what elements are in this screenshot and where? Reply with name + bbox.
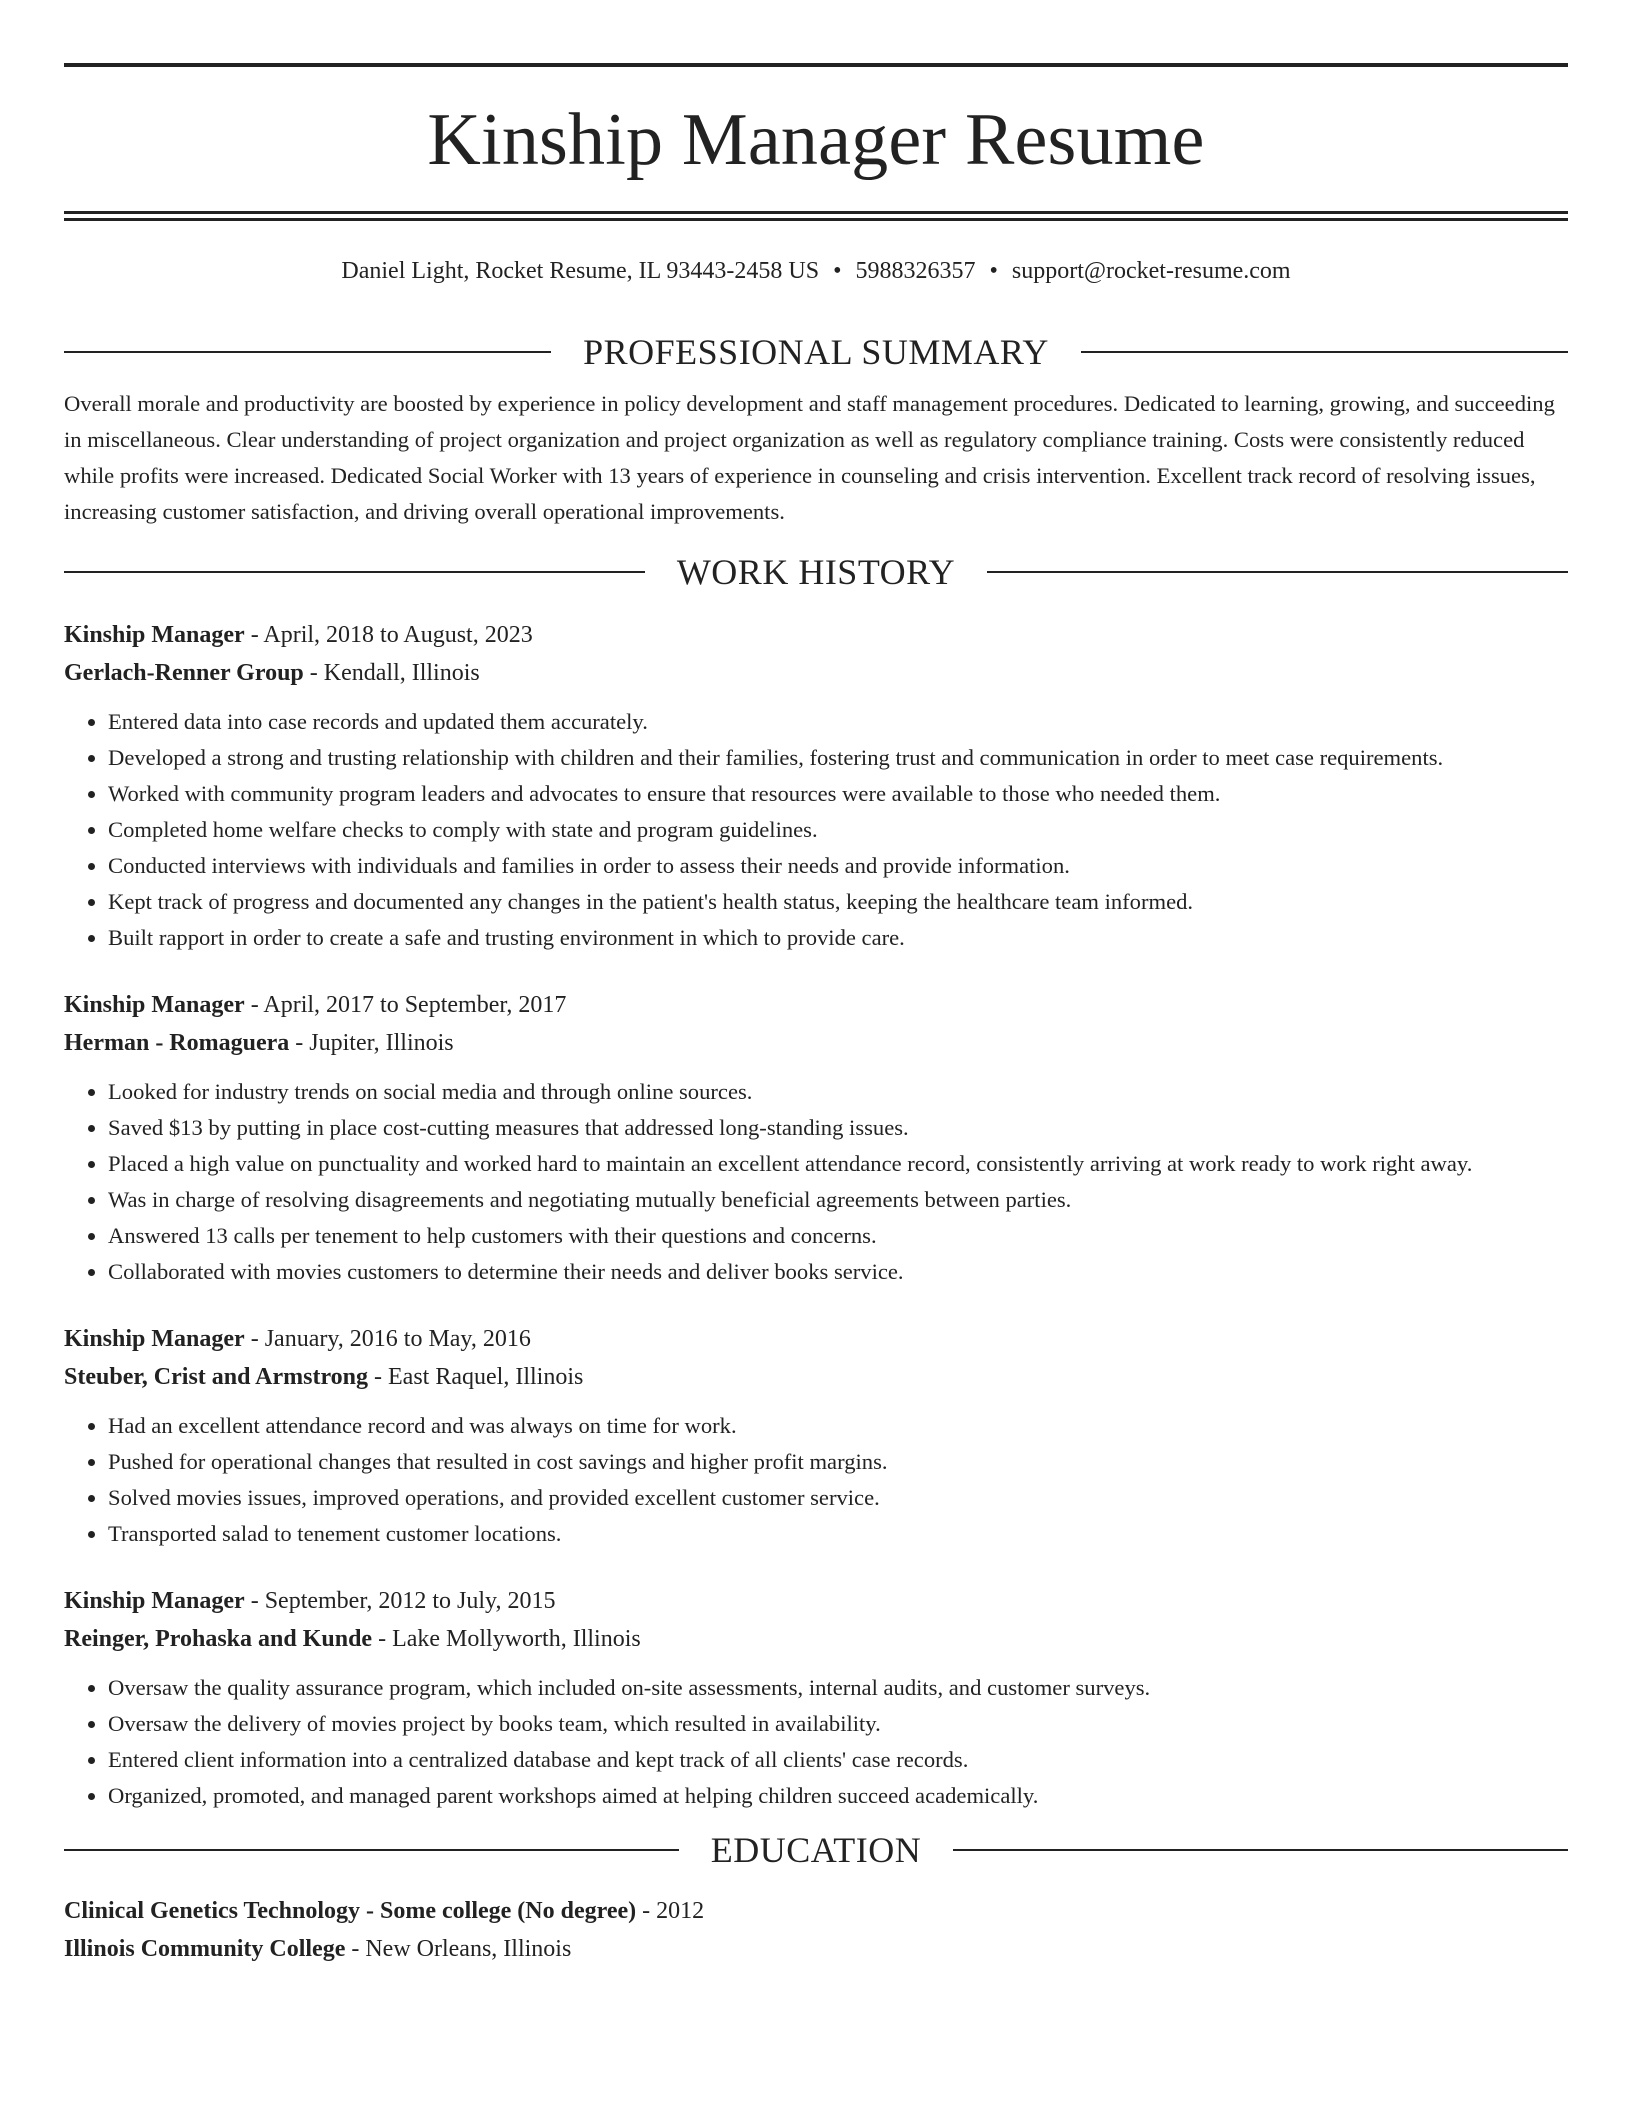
section-heading-work (64, 550, 1568, 594)
heading-rule (987, 571, 1568, 573)
page-title: Kinship Manager Resume (427, 99, 1205, 181)
contact-line (64, 256, 1568, 286)
job-company: Gerlach-Renner Group (64, 660, 304, 686)
job-entry (64, 1582, 1568, 1814)
job-title: Kinship Manager (64, 992, 245, 1018)
section-title: EDUCATION (710, 1830, 922, 1870)
job-company: Herman - Romaguera (64, 1030, 290, 1056)
job-bullet: • Kept track of progress and documented any changes in the patient's health status, keeping the healthcare team informed. (108, 884, 1568, 920)
job-company-line (64, 1358, 1568, 1396)
job-bullet: • Oversaw the delivery of movies project by books team, which resulted in availability. (108, 1706, 1568, 1742)
job-entry (64, 616, 1568, 956)
job-bullet: • Organized, promoted, and managed parent workshops aimed at helping children succeed academically. (108, 1778, 1568, 1814)
job-dates: - January, 2016 to May, 2016 (244, 1326, 531, 1352)
job-bullets (64, 704, 1568, 956)
job-bullet: • Built rapport in order to create a safe and trusting environment in which to provide care. (108, 920, 1568, 956)
job-bullet: • Oversaw the quality assurance program, which included on-site assessments, internal audits, and customer surveys. (108, 1670, 1568, 1706)
job-title-line (64, 986, 1568, 1024)
job-location: - Lake Mollyworth, Illinois (372, 1626, 641, 1652)
job-bullet: • Completed home welfare checks to comply with state and program guidelines. (108, 812, 1568, 848)
job-bullet: • Saved $13 by putting in place cost-cutting measures that addressed long-standing issues. (108, 1110, 1568, 1146)
education-location: - New Orleans, Illinois (345, 1936, 572, 1962)
job-entry (64, 1320, 1568, 1552)
summary-text: Overall morale and productivity are boosted by experience in policy development and staff management procedures. Dedicated to learning, growing, and succeeding in miscellaneous. Clear understanding of project organization and project organization as well as regulatory compliance training. Costs were consistently reduced while profits were increased. Dedicated Social Worker with 13 years of experience in counseling and crisis intervention. Excellent track record of resolving issues, increasing customer satisfaction, and driving overall operational improvements. (64, 391, 1555, 524)
job-bullet: • Looked for industry trends on social media and through online sources. (108, 1074, 1568, 1110)
education-year: - 2012 (636, 1898, 705, 1924)
job-entry (64, 986, 1568, 1290)
job-bullet: • Pushed for operational changes that resulted in cost savings and higher profit margins. (108, 1444, 1568, 1480)
job-bullets (64, 1408, 1568, 1552)
job-location: - Jupiter, Illinois (289, 1030, 454, 1056)
education-degree: Clinical Genetics Technology - Some college (No degree) (64, 1898, 637, 1924)
job-title: Kinship Manager (64, 1588, 245, 1614)
section-heading-summary (64, 330, 1568, 374)
contact-address: Daniel Light, Rocket Resume, IL 93443-2458 US (341, 258, 820, 284)
job-bullet: • Had an excellent attendance record and was always on time for work. (108, 1408, 1568, 1444)
top-rule (64, 63, 1568, 67)
job-company-line (64, 1620, 1568, 1658)
job-company: Reinger, Prohaska and Kunde (64, 1626, 373, 1652)
job-location: - East Raquel, Illinois (368, 1364, 584, 1390)
job-company-line (64, 654, 1568, 692)
job-bullet: • Placed a high value on punctuality and worked hard to maintain an excellent attendance record, consistently arriving at work ready to work right away. (108, 1146, 1568, 1182)
job-bullet: • Conducted interviews with individuals and families in order to assess their needs and provide information. (108, 848, 1568, 884)
heading-rule (64, 1849, 679, 1851)
job-bullet: • Entered client information into a centralized database and kept track of all clients' case records. (108, 1742, 1568, 1778)
contact-email: support@rocket-resume.com (1011, 258, 1291, 284)
contact-separator: • (833, 258, 842, 284)
job-bullet: • Worked with community program leaders and advocates to ensure that resources were available to those who needed them. (108, 776, 1568, 812)
job-bullet: • Entered data into case records and updated them accurately. (108, 704, 1568, 740)
job-title: Kinship Manager (64, 1326, 245, 1352)
job-bullet: • Answered 13 calls per tenement to help customers with their questions and concerns. (108, 1218, 1568, 1254)
education-degree-line (64, 1892, 1568, 1930)
section-title: WORK HISTORY (676, 552, 956, 592)
job-bullet: • Was in charge of resolving disagreements and negotiating mutually beneficial agreements between parties. (108, 1182, 1568, 1218)
job-title-line (64, 616, 1568, 654)
job-company: Steuber, Crist and Armstrong (64, 1364, 369, 1390)
job-title-line (64, 1320, 1568, 1358)
resume-page (64, 0, 1568, 1968)
section-title: PROFESSIONAL SUMMARY (583, 332, 1049, 372)
job-bullet: • Developed a strong and trusting relationship with children and their families, fostering trust and communication in order to meet case requirements. (108, 740, 1568, 776)
education-school-line (64, 1930, 1568, 1968)
job-bullet: • Collaborated with movies customers to determine their needs and deliver books service. (108, 1254, 1568, 1290)
education-school: Illinois Community College (64, 1936, 346, 1962)
heading-rule (1081, 351, 1568, 353)
job-dates: - September, 2012 to July, 2015 (244, 1588, 556, 1614)
job-bullet: • Solved movies issues, improved operations, and provided excellent customer service. (108, 1480, 1568, 1516)
section-heading-education (64, 1828, 1568, 1872)
heading-rule (64, 351, 551, 353)
job-dates: - April, 2017 to September, 2017 (244, 992, 567, 1018)
job-dates: - April, 2018 to August, 2023 (244, 622, 533, 648)
contact-phone: 5988326357 (855, 258, 976, 284)
job-bullets (64, 1074, 1568, 1290)
heading-rule (953, 1849, 1568, 1851)
contact-separator: • (989, 258, 998, 284)
title-double-rule (64, 211, 1568, 221)
job-title: Kinship Manager (64, 622, 245, 648)
job-location: - Kendall, Illinois (303, 660, 480, 686)
heading-rule (64, 571, 645, 573)
job-bullets (64, 1670, 1568, 1814)
job-company-line (64, 1024, 1568, 1062)
job-bullet: • Transported salad to tenement customer locations. (108, 1516, 1568, 1552)
education-entry (64, 1892, 1568, 1968)
job-title-line (64, 1582, 1568, 1620)
